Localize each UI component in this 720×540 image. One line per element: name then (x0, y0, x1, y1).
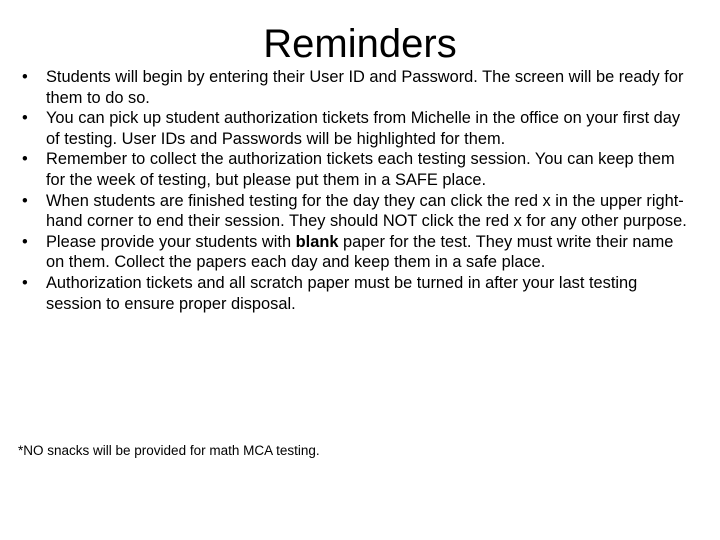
reminder-text-bold: blank (295, 232, 339, 251)
bullet-icon: • (22, 273, 28, 292)
bullet-icon: • (22, 109, 28, 128)
reminder-item-login (22, 67, 690, 108)
reminder-text-after: paper for the test. They must write their name on them. Collect the papers each day and keep them in a safe place. (46, 232, 674, 272)
reminder-text: Authorization tickets and all scratch paper must be turned in after your last testing session to ensure proper disposal. (46, 273, 638, 313)
bullet-icon: • (22, 68, 28, 86)
slide-title: Reminders (263, 22, 457, 66)
reminder-item-collect (22, 149, 690, 190)
reminder-text: Students will begin by entering their User ID and Password. The screen will be ready for them to do so. (46, 68, 684, 107)
reminder-list (22, 67, 690, 314)
reminder-text: You can pick up student authorization tickets from Michelle in the office on your first day of testing. User IDs and Passwords will be highlighted for them. (46, 109, 681, 148)
bullet-icon: • (22, 232, 28, 251)
bullet-icon: • (22, 150, 28, 169)
footnote: *NO snacks will be provided for math MCA testing. (18, 443, 320, 458)
reminder-text: Remember to collect the authorization tickets each testing session. You can keep them for the week of testing, but please put them in a SAFE place. (46, 150, 675, 189)
bullet-icon: • (22, 191, 28, 210)
reminder-item-paper (22, 232, 690, 273)
reminder-item-tickets (22, 108, 690, 149)
reminder-item-end-session (22, 191, 690, 232)
reminder-item-disposal (22, 273, 690, 314)
reminder-text: When students are finished testing for the day they can click the red x in the upper right-hand corner to end their session. They should NOT click the red x for any other purpose. (46, 191, 687, 231)
reminder-text-before: Please provide your students with (46, 232, 296, 251)
